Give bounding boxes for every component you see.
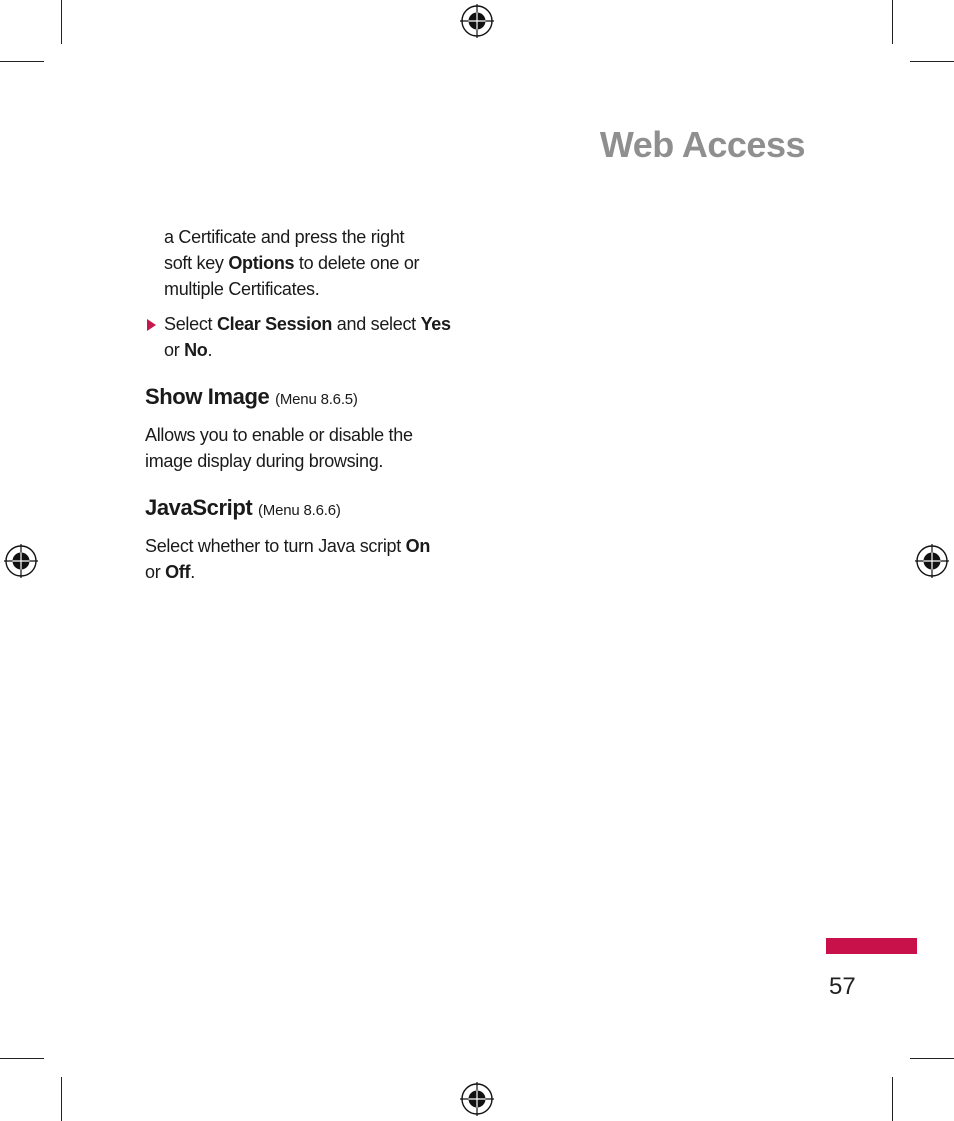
page-content <box>145 224 465 585</box>
bullet-line: or No. <box>164 340 213 360</box>
crop-mark-top-left-v <box>61 0 62 44</box>
intro-line: a Certificate and press the right <box>164 227 405 247</box>
crop-mark-bottom-left-v <box>61 1077 62 1121</box>
clear-session-keyword: Clear Session <box>216 314 333 334</box>
page-number: 57 <box>829 973 856 1000</box>
no-keyword: No <box>184 340 208 360</box>
intro-paragraph <box>145 224 465 302</box>
section-heading-show-image: Show Image (Menu 8.6.5) <box>145 384 358 409</box>
registration-mark-right-icon <box>915 544 949 578</box>
menu-reference: (Menu 8.6.5) <box>275 391 358 408</box>
yes-keyword: Yes <box>420 314 451 334</box>
crop-mark-top-left-h <box>0 61 44 62</box>
registration-mark-left-icon <box>4 544 38 578</box>
section-body-show-image: Allows you to enable or disable the image display during browsing. <box>145 425 413 471</box>
triangle-bullet-icon <box>147 319 156 331</box>
crop-mark-top-right-h <box>910 61 954 62</box>
registration-mark-top-icon <box>460 4 494 38</box>
crop-mark-bottom-right-v <box>892 1077 893 1121</box>
intro-line: multiple Certificates. <box>164 279 320 299</box>
options-keyword: Options <box>228 253 295 273</box>
bullet-line: Select Clear Session and select Yes <box>164 314 451 334</box>
crop-mark-top-right-v <box>892 0 893 44</box>
section-body-javascript: Select whether to turn Java script On or Off. <box>145 536 431 582</box>
off-keyword: Off <box>165 562 191 582</box>
on-keyword: On <box>405 536 431 556</box>
bullet-item-clear-session <box>145 311 465 363</box>
intro-line: soft key Options to delete one or <box>164 253 420 273</box>
chapter-tab-marker <box>826 938 917 954</box>
page-title: Web Access <box>599 124 805 165</box>
registration-mark-bottom-icon <box>460 1082 494 1116</box>
menu-reference: (Menu 8.6.6) <box>258 502 341 519</box>
crop-mark-bottom-left-h <box>0 1058 44 1059</box>
section-heading-javascript: JavaScript (Menu 8.6.6) <box>145 495 341 520</box>
crop-mark-bottom-right-h <box>910 1058 954 1059</box>
